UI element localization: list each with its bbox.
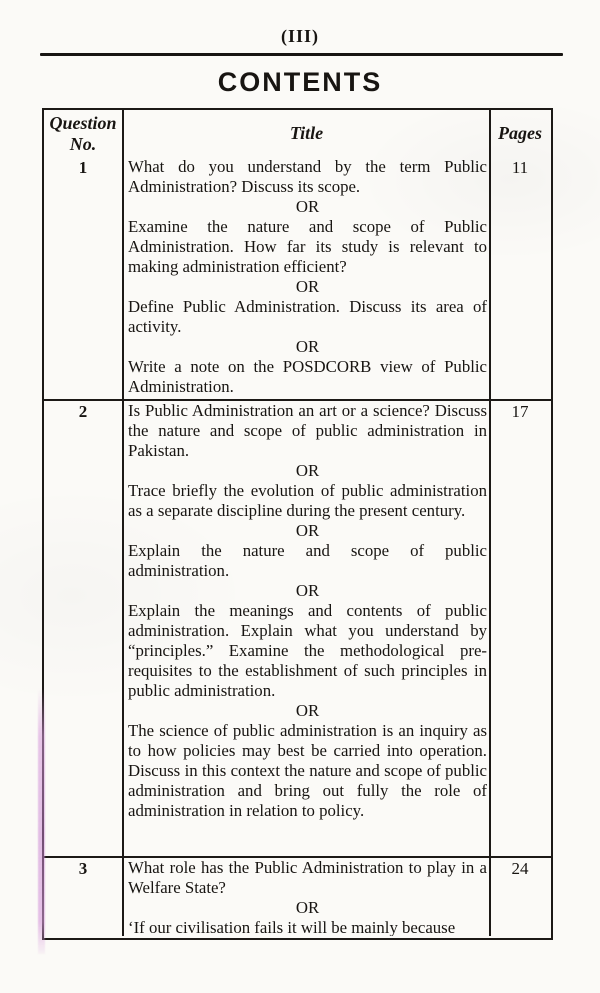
table-header-row bbox=[44, 110, 551, 157]
page-folio: (III) bbox=[280, 26, 319, 46]
contents-table bbox=[42, 108, 553, 940]
or-separator: OR bbox=[295, 898, 320, 917]
question-title-cell bbox=[124, 401, 489, 856]
question-number: 1 bbox=[44, 157, 124, 399]
table-body bbox=[44, 157, 551, 936]
page-title: CONTENTS bbox=[217, 67, 383, 97]
or-separator: OR bbox=[295, 277, 320, 296]
header-question-no-line1: Question bbox=[49, 112, 117, 133]
page-number-cell: 11 bbox=[489, 157, 549, 399]
question-number: 3 bbox=[44, 858, 124, 936]
or-separator: OR bbox=[295, 581, 320, 600]
question-text: Define Public Administration. Discuss its area of activity. bbox=[128, 297, 487, 336]
question-text: The science of public administration is an inquiry as to how policies may best be carried into operation. Discuss in this context the nature and scope of public administration and bring out fully the role of administration in relation to policy. bbox=[128, 721, 487, 820]
header-pages bbox=[489, 110, 549, 157]
header-title bbox=[124, 110, 489, 157]
question-text: Trace briefly the evolution of public administration as a separate discipline during the present century. bbox=[128, 481, 487, 520]
question-text: What role has the Public Administration to play in a Welfare State? bbox=[128, 858, 487, 897]
question-title-cell bbox=[124, 858, 489, 936]
or-separator: OR bbox=[295, 701, 320, 720]
question-text: Is Public Administration an art or a science? Discuss the nature and scope of public administration in Pakistan. bbox=[128, 401, 487, 460]
or-separator: OR bbox=[295, 461, 320, 480]
question-text: Examine the nature and scope of Public Administration. How far its study is relevant to making administration efficient? bbox=[128, 217, 487, 276]
table-row bbox=[44, 157, 551, 399]
header-rule bbox=[40, 53, 563, 56]
page-number-cell: 17 bbox=[489, 401, 549, 856]
page-number-cell: 24 bbox=[489, 858, 549, 936]
question-text: Explain the nature and scope of public administration. bbox=[128, 541, 487, 580]
header-question-no bbox=[44, 110, 124, 157]
table-row bbox=[44, 856, 551, 936]
header-pages-label: Pages bbox=[498, 123, 542, 143]
or-separator: OR bbox=[295, 337, 320, 356]
header-question-no-line2: No. bbox=[69, 133, 97, 154]
question-text: ‘If our civilisation fails it will be mainly because bbox=[128, 918, 456, 936]
question-number: 2 bbox=[44, 401, 124, 856]
question-text: Write a note on the POSDCORB view of Public Administration. bbox=[128, 357, 487, 396]
question-text: What do you understand by the term Public Administration? Discuss its scope. bbox=[128, 157, 487, 196]
or-separator: OR bbox=[295, 521, 320, 540]
or-separator: OR bbox=[295, 197, 320, 216]
table-row bbox=[44, 399, 551, 856]
header-title-label: Title bbox=[289, 123, 324, 143]
question-title-cell bbox=[124, 157, 489, 399]
question-text: Explain the meanings and contents of public administration. Explain what you understand by “principles.” Examine the methodological pre-requisites to the establishment of such principles in public administration. bbox=[128, 601, 487, 700]
